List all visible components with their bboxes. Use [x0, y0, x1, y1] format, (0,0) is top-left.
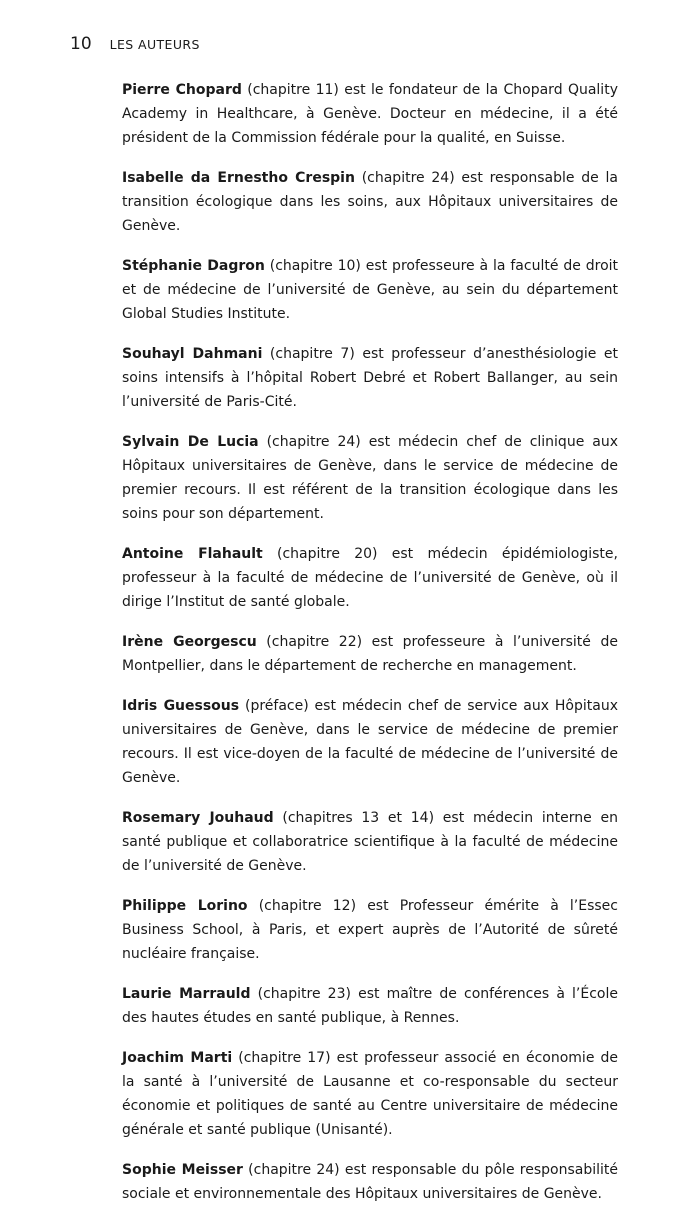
author-name: Isabelle da Ernestho Crespin	[122, 170, 355, 186]
author-entry	[122, 894, 618, 966]
author-bio: (chapitre 7) est professeur d’anesthésiologie et soins intensifs à l’hôpital Robert Debré et Robert Ballanger, au sein l’université de Paris-Cité.	[122, 346, 618, 410]
author-name: Pierre Chopard	[122, 82, 242, 98]
author-entry	[122, 630, 618, 678]
author-bio: (chapitre 24) est responsable du pôle responsabilité sociale et environnementale des Hôpitaux universitaires de Genève.	[122, 1162, 618, 1202]
author-bio: (préface) est médecin chef de service aux Hôpitaux universitaires de Genève, dans le service de médecine de premier recours. Il est vice-doyen de la faculté de médecine de l’université de Genève.	[122, 698, 618, 786]
page-header	[70, 34, 200, 54]
author-entry	[122, 342, 618, 414]
author-bio: (chapitres 13 et 14) est médecin interne en santé publique et collaboratrice scientifique à la faculté de médecine de l’université de Genève.	[122, 810, 618, 874]
author-entry	[122, 78, 618, 150]
author-name: Irène Georgescu	[122, 634, 257, 650]
author-name: Sylvain De Lucia	[122, 434, 259, 450]
author-name: Stéphanie Dagron	[122, 258, 265, 274]
author-entry	[122, 694, 618, 790]
author-entry	[122, 254, 618, 326]
author-bio: (chapitre 20) est médecin épidémiologiste, professeur à la faculté de médecine de l’université de Genève, où il dirige l’Institut de santé globale.	[122, 546, 618, 610]
author-entry	[122, 1158, 618, 1206]
author-bio: (chapitre 12) est Professeur émérite à l’Essec Business School, à Paris, et expert auprès de l’Autorité de sûreté nucléaire française.	[122, 898, 618, 962]
author-entry	[122, 806, 618, 878]
author-bio: (chapitre 11) est le fondateur de la Chopard Quality Academy in Healthcare, à Genève. Docteur en médecine, il a été président de la Commission fédérale pour la qualité, en Suisse.	[122, 82, 618, 146]
author-name: Philippe Lorino	[122, 898, 248, 914]
author-bio: (chapitre 23) est maître de conférences à l’École des hautes études en santé publique, à Rennes.	[122, 986, 618, 1026]
section-title: LES AUTEURS	[109, 37, 200, 52]
author-name: Laurie Marrauld	[122, 986, 251, 1002]
author-name: Souhayl Dahmani	[122, 346, 263, 362]
author-bio: (chapitre 22) est professeure à l’université de Montpellier, dans le département de recherche en management.	[122, 634, 618, 674]
author-name: Sophie Meisser	[122, 1162, 243, 1178]
author-name: Rosemary Jouhaud	[122, 810, 274, 826]
author-name: Idris Guessous	[122, 698, 240, 714]
author-entry	[122, 542, 618, 614]
author-list	[122, 78, 618, 1222]
author-bio: (chapitre 24) est médecin chef de clinique aux Hôpitaux universitaires de Genève, dans le service de médecine de premier recours. Il est référent de la transition écologique dans les soins pour son département.	[122, 434, 618, 522]
author-entry	[122, 982, 618, 1030]
author-entry	[122, 430, 618, 526]
author-name: Antoine Flahault	[122, 546, 263, 562]
author-bio: (chapitre 17) est professeur associé en économie de la santé à l’université de Lausanne et co-responsable du secteur économie et politiques de santé au Centre universitaire de médecine générale et santé publique (Unisanté).	[122, 1050, 619, 1138]
author-entry	[122, 1046, 618, 1142]
author-entry	[122, 166, 618, 238]
page-number: 10	[70, 34, 92, 54]
author-bio: (chapitre 10) est professeure à la faculté de droit et de médecine de l’université de Genève, au sein du département Global Studies Institute.	[122, 258, 619, 322]
author-name: Joachim Marti	[122, 1050, 233, 1066]
author-bio: (chapitre 24) est responsable de la transition écologique dans les soins, aux Hôpitaux universitaires de Genève.	[122, 170, 618, 234]
